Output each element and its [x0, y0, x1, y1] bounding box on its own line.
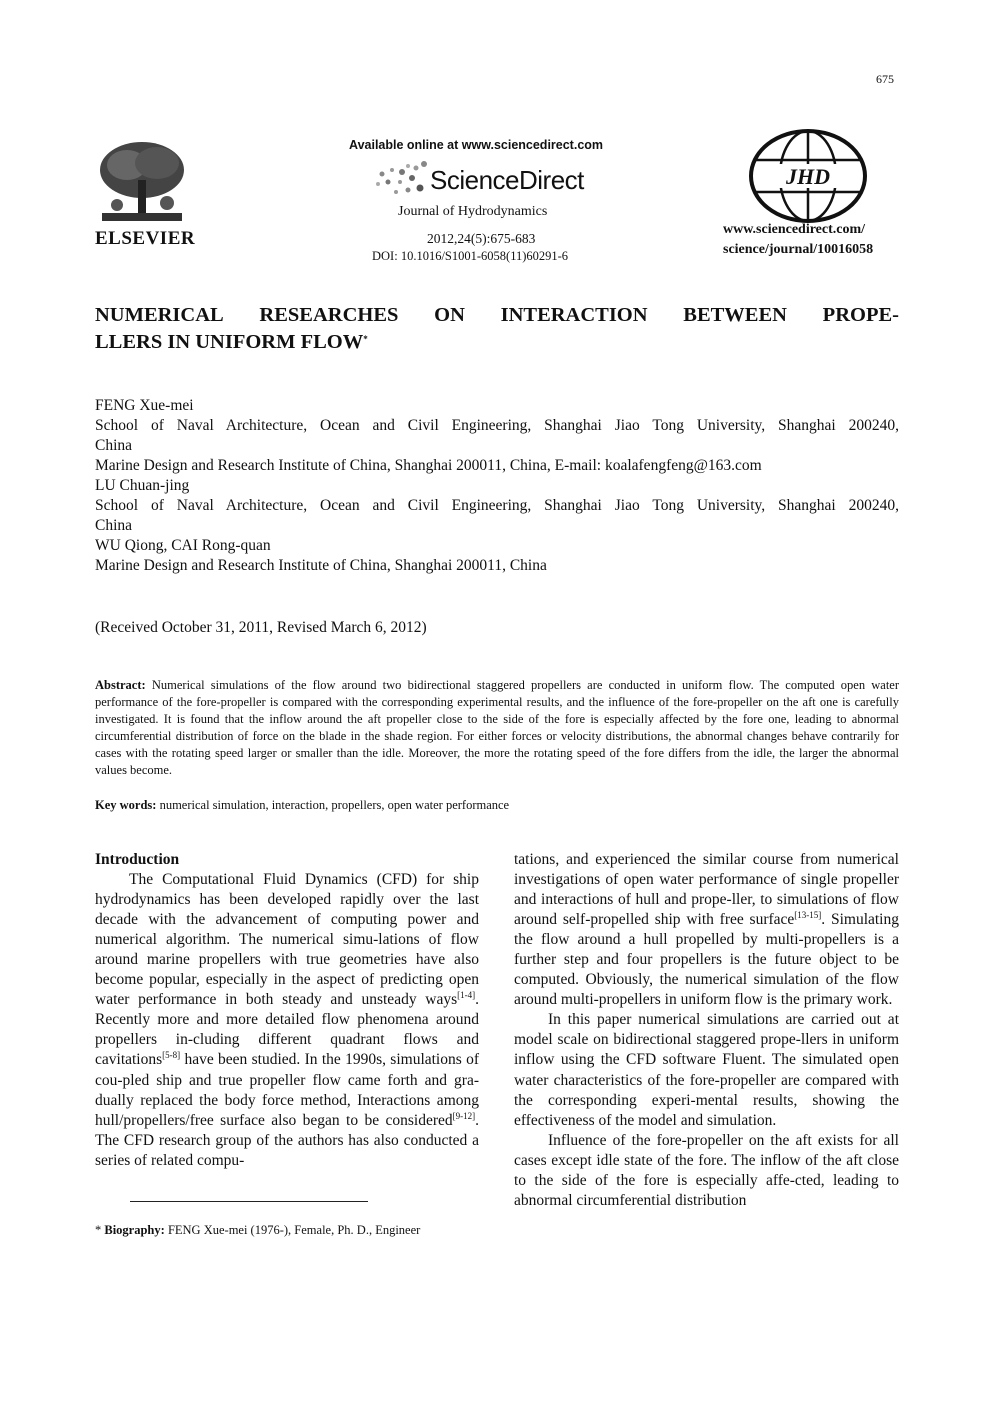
author-name: LU Chuan-jing [95, 477, 190, 494]
section-heading-introduction: Introduction [95, 851, 180, 868]
footnote-rule [130, 1201, 368, 1202]
title-word: INTERACTION [500, 304, 648, 326]
journal-url-line1: www.sciencedirect.com/ [723, 222, 866, 237]
continued-text: tations, and experienced the similar course from numerical investigations of open water performance of single propeller and interactions of hull and prope-ller, to simulations of flow around self-propelled ship with free surface [514, 851, 899, 929]
title-word: BETWEEN [683, 304, 787, 326]
title-word: PROPE- [822, 304, 899, 326]
journal-name: Journal of Hydrodynamics [398, 204, 548, 219]
journal-url-line2: science/journal/10016058 [723, 242, 874, 257]
intro-paragraph: In this paper numerical simulations are carried out at model scale on bidirectional staggered prope-llers in uniform inflow using the CFD software Fluent. The simulated open water characteristics of the fore-propeller are compared with the corresponding experi-mental results, showing the effectiveness of the model and simulation. [514, 1011, 899, 1129]
received-dates: (Received October 31, 2011, Revised March 6, 2012) [95, 619, 427, 636]
keywords-label: Key words: [95, 798, 157, 812]
publisher-name: ELSEVIER [95, 228, 196, 249]
doi: DOI: 10.1016/S1001-6058(11)60291-6 [372, 249, 569, 263]
sciencedirect-wordmark: ScienceDirect [430, 165, 584, 195]
intro-paragraph: Influence of the fore-propeller on the aft exists for all cases except idle state of the fore. The inflow of the aft close to the side of the fore is especially affe-cted, leading to abnormal circumferential distribution [514, 1131, 899, 1209]
page-number: 675 [876, 72, 894, 86]
abstract-text: Numerical simulations of the flow around two bidirectional staggered propellers are conducted in uniform flow. The computed open water performance of the fore-propeller is compared with the corresponding experimental results, and the influence of the fore-propeller on the aft one is carefully investigated. It is found that the inflow around the aft propeller close to the side of the fore is especially affected by the fore one, leading to abnormal circumferential distribution of force on the blade in the shade region. For either forces or velocity distributions, the abnormal changes behave contrarily for cases with the rotating speed larger or smaller than the idle. Moreover, the more the rotating speed of the fore differs from the idle, the larger the abnormal values become. [95, 678, 900, 777]
intro-paragraph-continued: tations, and experienced the similar course from numerical investigations of open water performance of single propeller and interactions of hull and prope-ller, to simulations of flow around self-propelled ship with free surface[13-15]. Simulating the flow around a hull propelled by multi-propellers is a further step and four propellers is the future object to be computed. Obviously, the numerical simulation of the flow around multi-propellers in uniform flow is the primary work. [514, 851, 899, 1009]
body-column-right [514, 850, 899, 1211]
sciencedirect-dots-icon [372, 158, 432, 198]
title-word: NUMERICAL [95, 304, 224, 326]
citation-ref: [5-8] [162, 1050, 181, 1061]
affiliation-line: Marine Design and Research Institute of China, Shanghai 200011, China, E-mail: koalafengfeng@163.com [95, 457, 762, 474]
available-online: Available online at www.sciencedirect.com [349, 138, 604, 152]
intro-paragraph: The Computational Fluid Dynamics (CFD) for ship hydrodynamics has been developed rapidly over the last decade with the advancement of computing power and numerical algorithm. The numerical simu-lations of flow around marine propellers with true geometries have also become popular, especially in the aspect of predicting open water performance in both steady and unsteady ways[1-4]. Recently more and more detailed flow phenomena around propellers in-cluding different quadrant flows and cavitations[5-8] have been studied. In the 1990s, simulations of cou-pled ship and true propeller flow came forth and gra-dually replaced the body force method, Interactions among hull/propellers/free surface also began to be considered[9-12]. The CFD research group of the authors has also conducted a series of related compu- [95, 871, 479, 1169]
footnote-label: Biography: [104, 1223, 165, 1237]
citation: 2012,24(5):675-683 [427, 231, 536, 246]
keywords [95, 797, 899, 814]
affiliation-line: China [95, 437, 133, 454]
jhd-logo-text: JHD [786, 164, 830, 189]
affiliation-line: School of Naval Architecture, Ocean and Civil Engineering, Shanghai Jiao Tong University, Shanghai 200240, [95, 497, 899, 514]
footnote-biography [95, 1222, 479, 1239]
citation-ref: [13-15] [794, 910, 822, 921]
keywords-text: numerical simulation, interaction, propellers, open water performance [159, 798, 510, 812]
footnote-text: FENG Xue-mei (1976-), Female, Ph. D., Engineer [167, 1223, 421, 1237]
author-name: FENG Xue-mei [95, 397, 194, 414]
citation-ref: [9-12] [452, 1110, 476, 1121]
author-block [95, 396, 899, 576]
jhd-globe-logo [748, 128, 868, 224]
body-column-left [95, 850, 479, 1171]
abstract [95, 677, 899, 779]
abstract-label: Abstract: [95, 678, 146, 692]
title-word: RESEARCHES [259, 304, 399, 326]
affiliation-line: Marine Design and Research Institute of China, Shanghai 200011, China [95, 557, 547, 574]
affiliation-line: School of Naval Architecture, Ocean and Civil Engineering, Shanghai Jiao Tong University, Shanghai 200240, [95, 417, 899, 434]
citation-ref: [1-4] [457, 990, 476, 1001]
affiliation-line: China [95, 517, 133, 534]
title-line2: LLERS IN UNIFORM FLOW* [95, 331, 368, 353]
title-word: ON [434, 304, 465, 326]
title-line1 [95, 302, 899, 329]
title-footnote-marker: * [363, 334, 368, 344]
footnote-marker: * [95, 1223, 102, 1237]
author-name: WU Qiong, CAI Rong-quan [95, 537, 271, 554]
paper-title [95, 302, 899, 356]
